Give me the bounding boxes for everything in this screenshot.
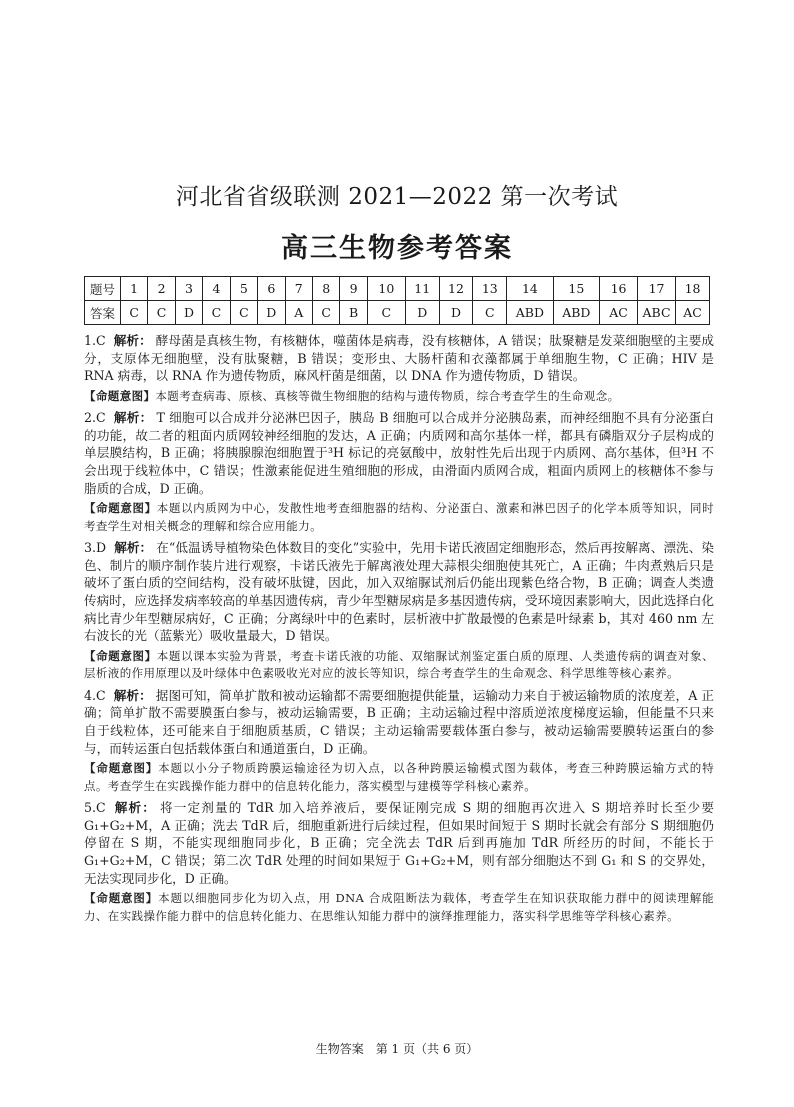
- row-label-answer: 答案: [85, 301, 121, 325]
- answer-cell: C: [312, 301, 339, 325]
- solution-number: 2.C: [84, 410, 106, 426]
- answer-cell: ABC: [638, 301, 676, 325]
- intent-text: 本题以细胞同步化为切入点，用 DNA 合成阻断法为载体，考查学生在知识获取能力群中的阅读理解能力、在实践操作能力群中的信息转化能力、在思维认知能力群中的演绎推理能力，落实科学思维等学科核心素养。: [84, 891, 714, 923]
- intent-label: 【命题意图】: [84, 501, 157, 516]
- intent-label: 【命题意图】: [84, 648, 157, 663]
- question-number-cell: 7: [285, 277, 312, 301]
- solution-paragraph: [84, 539, 714, 645]
- solution-paragraph: [84, 332, 714, 385]
- intent-paragraph: [84, 500, 714, 535]
- answer-cell: C: [148, 301, 175, 325]
- intent-text: 本题以课本实验为背景，考查卡诺氏液的功能、双缩脲试剂鉴定蛋白质的原理、人类遗传病的调查对象、层析液的作用原理以及叶绿体中色素吸收光对应的波长等知识，综合考查学生的生命观念、科学思维等核心素养。: [84, 648, 714, 681]
- solution-paragraph: [84, 799, 714, 887]
- intent-text: 本题以小分子物质跨膜运输途径为切入点，以各种跨膜运输模式图为载体，考查三种跨膜运输方式的特点。考查学生在实践操作能力群中的信息转化能力，落实模型与建模等学科核心素养。: [84, 761, 714, 793]
- intent-text: 本题考查病毒、原核、真核等微生物细胞的结构与遗传物质，综合考查学生的生命观念。: [155, 388, 620, 403]
- analysis-label: 解析：: [113, 800, 157, 816]
- question-number-cell: 10: [367, 277, 405, 301]
- analysis-label: 解析：: [113, 410, 153, 426]
- question-number-cell: 9: [340, 277, 367, 301]
- question-number-cell: 1: [120, 277, 147, 301]
- intent-label: 【命题意图】: [84, 891, 159, 906]
- solution-text: 在“低温诱导植物染色体数目的变化”实验中，先用卡诺氏液固定细胞形态，然后再按解离、漂洗、染色、制片的顺序制作装片进行观察，卡诺氏液先于解离液处理大蒜根尖细胞使其死亡，A 正确；牛肉煮熟后只是破坏了蛋白质的空间结构，没有破坏肽键，因此，加入双缩脲试剂后仍能出现紫色络合物，B 正确；调查人类遗传病时，应选择发病率较高的单基因遗传病，青少年型糖尿病是多基因遗传病，受环境因素影响大，因此选择白化病比青少年型糖尿病好，C 正确；分离绿叶中的色素时，层析液中扩散最慢的色素是叶绿素 b，其对 460 nm 左右波长的光（蓝紫光）吸收量最大，D 错误。: [84, 540, 714, 644]
- question-number-cell: 4: [203, 277, 230, 301]
- solution-number: 4.C: [84, 687, 106, 703]
- answer-cell: C: [473, 301, 507, 325]
- intent-label: 【命题意图】: [84, 388, 156, 403]
- answer-row: [85, 301, 710, 325]
- question-number-cell: 5: [230, 277, 257, 301]
- row-label-question-number: 题号: [85, 277, 121, 301]
- question-number-cell: 17: [638, 277, 676, 301]
- answer-cell: D: [405, 301, 439, 325]
- answer-cell: A: [285, 301, 312, 325]
- answer-cell: C: [230, 301, 257, 325]
- question-number-row: [85, 277, 710, 301]
- intent-paragraph: [84, 760, 714, 795]
- analysis-label: 解析：: [113, 333, 152, 348]
- answer-cell: ABD: [553, 301, 599, 325]
- solution-text: 酵母菌是真核生物，有核糖体，噬菌体是病毒，没有核糖体，A 错误；肽聚糖是发菜细胞壁的主要成分，支原体无细胞壁，没有肽聚糖，B 错误；变形虫、大肠杆菌和衣藻都属于单细胞生物，C 正确；HIV 是 RNA 病毒，以 RNA 作为遗传物质，麻风杆菌是细菌，以 DNA 作为遗传物质，D 错误。: [84, 333, 714, 384]
- answer-key-title: 高三生物参考答案: [281, 233, 513, 264]
- solution-number: 1.C: [84, 333, 106, 348]
- question-number-cell: 18: [676, 277, 710, 301]
- answer-cell: B: [340, 301, 367, 325]
- question-number-cell: 3: [175, 277, 202, 301]
- analysis-label: 解析：: [114, 540, 153, 556]
- analysis-label: 解析：: [113, 687, 152, 703]
- solution-text: T 细胞可以合成并分泌淋巴因子，胰岛 B 细胞可以合成并分泌胰岛素，而神经细胞不具有分泌蛋白的功能，故二者的粗面内质网较神经细胞的发达，A 正确；内质网和高尔基体一样，都具有磷脂双分子层构成的单层膜结构，B 正确；将胰腺腺泡细胞置于³H 标记的亮氨酸中，放射性先后出现于内质网、高尔基体，但³H 不会出现于线粒体中，C 错误；性激素能促进生殖细胞的形成，由滑面内质网合成，粗面内质网上的核糖体不参与脂质的合成，D 正确。: [84, 410, 715, 496]
- intent-paragraph: [84, 648, 714, 683]
- question-number-cell: 15: [553, 277, 599, 301]
- solution-paragraph: [84, 409, 714, 497]
- intent-label: 【命题意图】: [84, 761, 159, 776]
- question-number-cell: 12: [439, 277, 473, 301]
- intent-paragraph: [84, 388, 714, 406]
- answer-cell: C: [367, 301, 405, 325]
- exam-title: 河北省省级联测 2021—2022 第一次考试: [175, 184, 619, 210]
- solution-text: 据图可知，简单扩散和被动运输都不需要细胞提供能量，运输动力来自于被运输物质的浓度差，A 正确；简单扩散不需要膜蛋白参与，被动运输需要，B 正确；主动运输过程中溶质逆浓度梯度运输，但能量不只来自于线粒体，还可能来自于细胞质基质，C 错误；主动运输需要载体蛋白参与，被动运输需要膜转运蛋白的参与，而转运蛋白包括载体蛋白和通道蛋白，D 正确。: [84, 687, 714, 756]
- answer-cell: C: [203, 301, 230, 325]
- page-footer: 生物答案 第 1 页（共 6 页）: [315, 1042, 479, 1056]
- question-number-cell: 2: [148, 277, 175, 301]
- question-number-cell: 8: [312, 277, 339, 301]
- question-number-cell: 16: [600, 277, 638, 301]
- question-number-cell: 11: [405, 277, 439, 301]
- solution-text: 将一定剂量的 TdR 加入培养液后，要保证刚完成 S 期的细胞再次进入 S 期培养时长至少要 G₁+G₂+M，A 正确；洗去 TdR 后，细胞重新进行后续过程，但如果时间短于 S 期时长就会有部分 S 期细胞仍停留在 S 期，不能实现细胞同步化，B 正确；完全洗去 TdR 后到再施加 TdR 所经历的时间，不能长于 G₁+G₂+M，C 错误；第二次 TdR 处理的时间如果短于 G₁+G₂+M，则有部分细胞达不到 G₁ 和 S 的交界处，无法实现同步化，D 正确。: [84, 800, 715, 886]
- question-number-cell: 6: [258, 277, 285, 301]
- answer-cell: C: [120, 301, 147, 325]
- question-number-cell: 14: [507, 277, 553, 301]
- answer-cell: AC: [600, 301, 638, 325]
- answer-cell: D: [258, 301, 285, 325]
- solution-number: 3.D: [84, 540, 107, 556]
- answer-table: [84, 276, 710, 325]
- solution-paragraph: [84, 687, 714, 757]
- question-number-cell: 13: [473, 277, 507, 301]
- intent-text: 本题以内质网为中心，发散性地考查细胞器的结构、分泌蛋白、激素和淋巴因子的化学本质等知识，同时考查学生对相关概念的理解和综合应用能力。: [84, 501, 714, 533]
- solution-number: 5.C: [84, 800, 106, 816]
- solutions-content: [84, 332, 714, 929]
- answer-cell: AC: [676, 301, 710, 325]
- answer-cell: ABD: [507, 301, 553, 325]
- intent-paragraph: [84, 890, 714, 925]
- answer-cell: D: [439, 301, 473, 325]
- answer-cell: D: [175, 301, 202, 325]
